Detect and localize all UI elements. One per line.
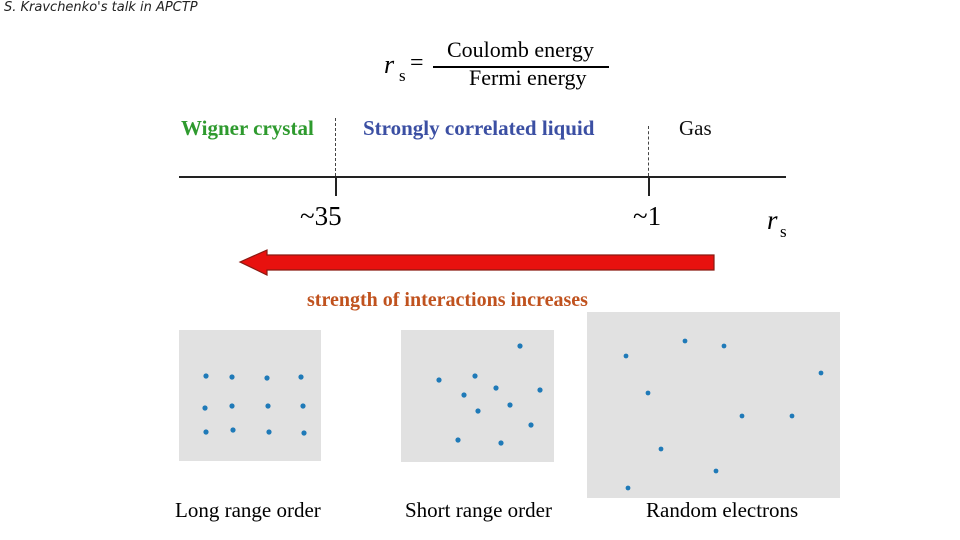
electron-dots bbox=[624, 339, 824, 491]
caption-long-range: Long range order bbox=[175, 498, 321, 522]
arrow-label: strength of interactions increases bbox=[307, 289, 588, 311]
axis-subscript: s bbox=[780, 222, 787, 241]
panel-short-range bbox=[401, 330, 554, 462]
credit-text: S. Kravchenko's talk in APCTP bbox=[4, 0, 198, 15]
caption-short-range: Short range order bbox=[405, 498, 552, 522]
region-label-wigner: Wigner crystal bbox=[181, 116, 314, 140]
formula-variable: r bbox=[384, 50, 395, 79]
electron-dots bbox=[202, 373, 306, 435]
boundary-dash-left bbox=[335, 118, 336, 176]
caption-random: Random electrons bbox=[646, 498, 799, 522]
region-label-liquid: Strongly correlated liquid bbox=[363, 116, 595, 140]
formula-equals: = bbox=[410, 50, 424, 76]
axis-tick-1 bbox=[648, 176, 650, 196]
formula-subscript: s bbox=[399, 66, 406, 85]
panel-random bbox=[587, 312, 840, 498]
axis-tick-35 bbox=[335, 176, 337, 196]
electron-dots bbox=[436, 343, 542, 445]
region-label-gas: Gas bbox=[679, 116, 712, 140]
formula-denominator: Fermi energy bbox=[469, 65, 587, 90]
axis-variable: r bbox=[767, 205, 778, 235]
dots-random bbox=[587, 312, 840, 498]
panel-long-range bbox=[179, 330, 321, 461]
tick-label-35: ~35 bbox=[300, 201, 342, 231]
tick-label-1: ~1 bbox=[633, 201, 662, 231]
rs-axis-line bbox=[179, 176, 786, 178]
boundary-dash-right bbox=[648, 126, 649, 176]
dots-long-range bbox=[179, 330, 321, 461]
dots-short-range bbox=[401, 330, 554, 462]
formula-numerator: Coulomb energy bbox=[447, 37, 594, 62]
interaction-arrow bbox=[235, 246, 725, 280]
